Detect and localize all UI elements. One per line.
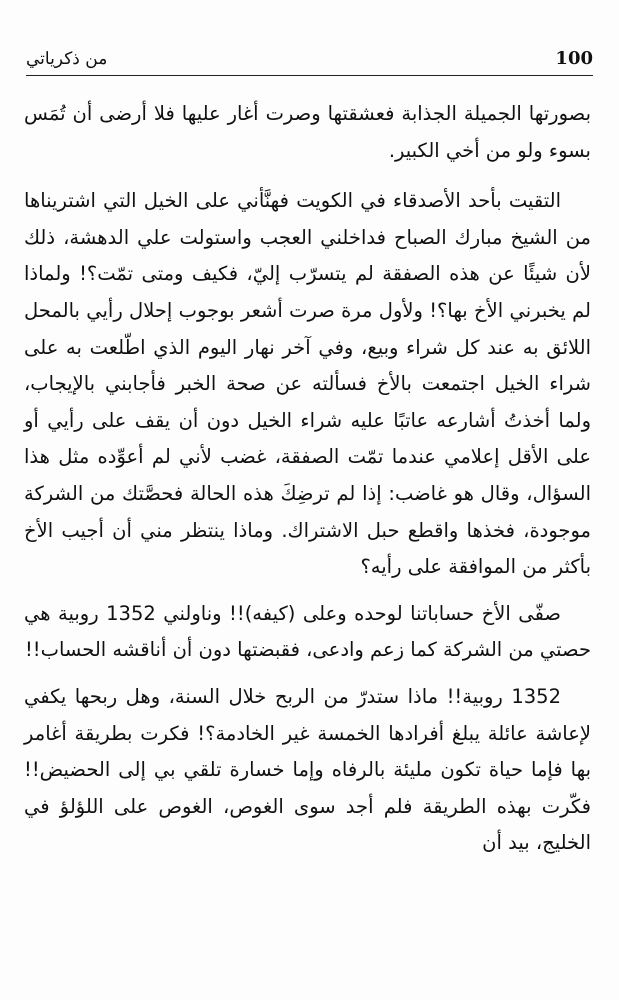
paragraph-continuation: بصورتها الجميلة الجذابة فعشقتها وصرت أغار عليها فلا أرضى أن تُمَس بسوء ولو من أخي الكبير. <box>24 102 591 162</box>
running-header <box>26 40 593 76</box>
paragraph-diving: 1352 روبية!! ماذا ستدرّ من الربح خلال السنة، وهل ربحها يكفي لإعاشة عائلة يبلغ أفرادها الخمسة غير الخادمة؟! فكرت بطريقة أغامر بها فإما حياة تكون مليئة بالرفاه وإما خسارة تلقي بي إلى الحضيض!! فكّرت بهذه الطريقة فلم أجد سوى الغوص، الغوص على اللؤلؤ في الخليج، بيد أن <box>24 684 591 855</box>
book-title: من ذكرياتي <box>26 49 108 69</box>
body-text <box>24 96 591 872</box>
paragraph-horses: التقيت بأحد الأصدقاء في الكويت فهنَّأني على الخيل التي اشتريناها من الشيخ مبارك الصباح فداخلني العجب واستولت علي الدهشة، ذلك لأن شيئًا عن هذه الصفقة لم يتسرّب إليّ، فكيف ومتى تمّت؟! ولماذا لم يخبرني الأخ بها؟! ولأول مرة صرت أشعر بوجوب إحلال رأيي بالمحل اللائق به عند كل شراء وبيع، وفي آخر نهار اليوم الذي اطّلعت به على شراء الخيل اجتمعت بالأخ فسألته عن صحة الخبر فأجابني بالإيجاب، ولما أخذتُ أشارعه عاتبًا عليه شراء الخيل دون أن يقف على رأيي أو على الأقل إعلامي عندما تمّت الصفقة، غضب لأني لم أعوِّده مثل هذا السؤال، وقال هو غاضب: إذا لم ترضِكَ هذه الحالة فحصَّتك من الشركة موجودة، فخذها واقطع حبل الاشتراك. وماذا ينتظر مني أن أجيب الأخ بأكثر من الموافقة على رأيه؟ <box>24 189 591 579</box>
page-number: 100 <box>555 48 593 69</box>
paragraph-settlement: صفّى الأخ حساباتنا لوحده وعلى (كيفه)!! وناولني 1352 روبية هي حصتي من الشركة كما زعم وادعى، فقبضتها دون أن أناقشه الحساب!! <box>24 601 591 662</box>
